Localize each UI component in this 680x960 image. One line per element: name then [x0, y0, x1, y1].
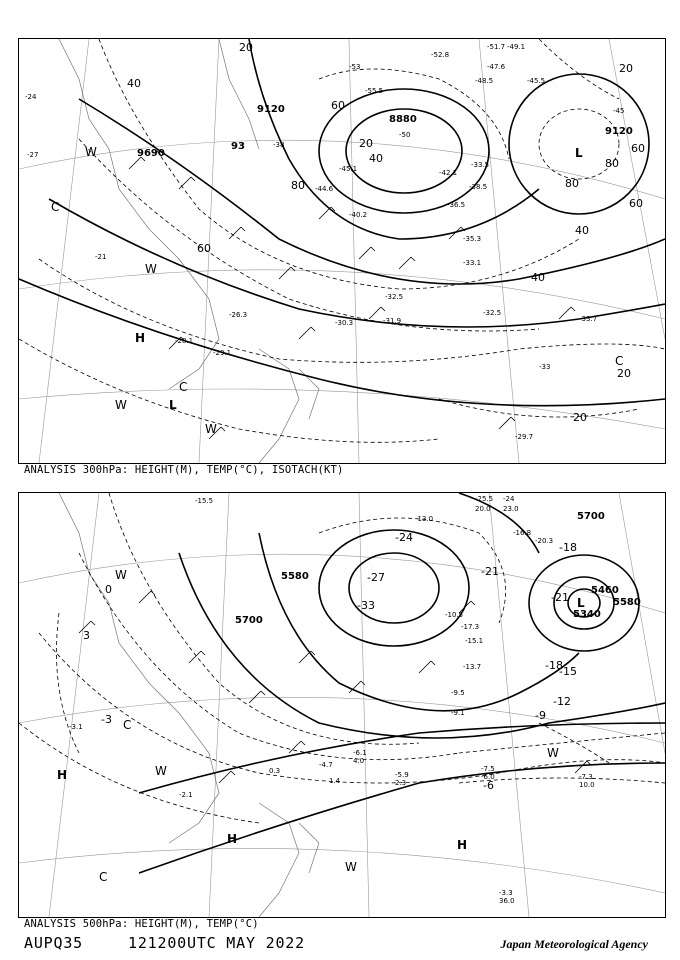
temp-label: -55.5: [365, 87, 384, 95]
temp-label: -2.1: [179, 791, 193, 799]
temp-label: -45: [613, 107, 625, 115]
height-label: 9690: [137, 148, 165, 159]
height-label: 5700: [577, 511, 605, 522]
isotach-label: 40: [369, 152, 383, 165]
isotach-label: 40: [531, 271, 545, 284]
isotach-label: 20: [359, 137, 373, 150]
warm-center-marker: W: [547, 746, 559, 760]
temp-label: -38.5: [469, 183, 488, 191]
cold-center-marker: C: [123, 718, 132, 732]
temp-label: -29.1: [213, 349, 232, 357]
high-center-marker: H: [457, 838, 468, 852]
temp-label: -45.1: [339, 165, 358, 173]
isotherm-label: -21: [551, 591, 569, 604]
temp-label: -50: [399, 131, 411, 139]
temp-label: -44.6: [315, 185, 334, 193]
temp-label: -38: [273, 141, 285, 149]
warm-center-marker: W: [115, 398, 127, 412]
temp-label: -17.3: [461, 623, 480, 631]
valid-time: 121200UTC MAY 2022: [128, 934, 305, 952]
isotach-label: 80: [605, 157, 619, 170]
temp-label: 10.0: [579, 781, 595, 789]
cold-center-marker: C: [51, 200, 60, 214]
temp-label: -16.8: [513, 529, 532, 537]
isotherm-label: 0: [105, 583, 112, 596]
temp-label: -3.3: [499, 889, 513, 897]
temp-label: 2.3: [395, 779, 407, 787]
isotach-label: 40: [127, 77, 141, 90]
agency-name: Japan Meteorological Agency: [500, 937, 648, 951]
isotach-label: 20: [617, 367, 631, 380]
isotherm-label: -12: [553, 695, 571, 708]
height-labels: [137, 104, 633, 159]
height-label: 9120: [257, 104, 285, 115]
height-label: 5340: [573, 609, 601, 620]
temp-label: -29.7: [515, 433, 534, 441]
temp-label: -33: [539, 363, 551, 371]
temp-label: -47.6: [487, 63, 506, 71]
high-center-marker: H: [57, 768, 68, 782]
isotherm-label: -21: [481, 565, 499, 578]
temp-label: -24: [25, 93, 37, 101]
temp-label: -48.5: [475, 77, 494, 85]
temp-label: -49.1: [507, 43, 526, 51]
temp-label: -31.9: [383, 317, 402, 325]
height-label: 93: [231, 141, 245, 152]
panel-caption-300hpa: ANALYSIS 300hPa: HEIGHT(M), TEMP(°C), ISOTACH(KT): [24, 464, 344, 476]
panel-caption-500hpa: ANALYSIS 500hPa: HEIGHT(M), TEMP(°C): [24, 918, 259, 930]
temp-label: -32.5: [385, 293, 404, 301]
product-id: AUPQ35: [24, 934, 83, 952]
isotach-label: 60: [331, 99, 345, 112]
temp-label: -40.2: [349, 211, 368, 219]
temp-label: -32.5: [483, 309, 502, 317]
warm-center-marker: W: [85, 145, 97, 159]
warm-center-marker: W: [205, 422, 217, 436]
coastline: [59, 39, 319, 463]
isotach-labels: [127, 41, 645, 424]
height-label: 5700: [235, 615, 263, 626]
height-label: 8880: [389, 114, 417, 125]
isotach-label: 20: [239, 41, 253, 54]
temp-label: -6.0: [481, 773, 495, 781]
temp-label: -27: [27, 151, 39, 159]
temp-label: -30.3: [335, 319, 354, 327]
isotach-label: 60: [631, 142, 645, 155]
map-500hpa-svg: [19, 493, 665, 917]
isotach-label: 60: [629, 197, 643, 210]
isotach-label: 20: [573, 411, 587, 424]
high-center-marker: H: [135, 331, 146, 345]
temp-label: -28.1: [175, 337, 194, 345]
height-contours: [19, 39, 665, 406]
temp-label: 0.3: [269, 767, 281, 775]
temp-label: -52.8: [431, 51, 450, 59]
temp-label: -20.3: [535, 537, 554, 545]
temp-label: -7.3: [579, 773, 593, 781]
warm-center-marker: W: [115, 568, 127, 582]
isotherm-label: -33: [357, 599, 375, 612]
low-center-marker: L: [577, 596, 585, 610]
temp-label: -35.3: [463, 235, 482, 243]
isotherm-label: -18: [545, 659, 563, 672]
temp-label: -51.7: [487, 43, 506, 51]
height-label: 5460: [591, 585, 619, 596]
isotach-label: 40: [575, 224, 589, 237]
temp-label: 36.0: [499, 897, 515, 905]
temp-label: -15.5: [195, 497, 214, 505]
temp-label: -13.0: [415, 515, 434, 523]
wind-barbs: [79, 591, 591, 783]
temp-label: -42.1: [439, 169, 458, 177]
temp-label: -13.7: [463, 663, 482, 671]
cold-center-marker: C: [615, 354, 624, 368]
temp-label: -45.5: [527, 77, 546, 85]
temp-label: 1.4: [329, 777, 341, 785]
temperature-plots: [25, 43, 624, 441]
coastline: [59, 493, 319, 917]
temp-label: 23.0: [503, 505, 519, 513]
temp-label: -9.1: [451, 709, 465, 717]
temp-label: -53: [349, 63, 361, 71]
cold-center-marker: C: [99, 870, 108, 884]
height-contours: [139, 493, 665, 873]
isotherm-label: 3: [83, 629, 90, 642]
warm-center-marker: W: [145, 262, 157, 276]
temp-label: -15.1: [465, 637, 484, 645]
temp-label: -9.5: [451, 689, 465, 697]
temp-label: -36.5: [447, 201, 466, 209]
isotherm-label: -6: [483, 779, 494, 792]
warm-center-marker: W: [155, 764, 167, 778]
isotherm-label: -27: [367, 571, 385, 584]
isotach-label: 80: [565, 177, 579, 190]
temp-label: -25.5: [475, 495, 494, 503]
warm-center-marker: W: [345, 860, 357, 874]
map-panel-300hpa: [18, 38, 666, 464]
temp-label: -24: [503, 495, 515, 503]
cold-center-marker: C: [179, 380, 188, 394]
pressure-centers: [57, 568, 585, 884]
isotherm-label: -9: [535, 709, 546, 722]
isotach-label: 60: [197, 242, 211, 255]
temp-label: -10.5: [445, 611, 464, 619]
isotherm-label: -24: [395, 531, 413, 544]
temp-label: -3.1: [69, 723, 83, 731]
temp-label: -5.9: [395, 771, 409, 779]
temp-label: 20.0: [475, 505, 491, 513]
map-panel-500hpa: [18, 492, 666, 918]
temp-label: -33.7: [579, 315, 598, 323]
temp-label: -4.7: [319, 761, 333, 769]
temp-label: -33.1: [463, 259, 482, 267]
height-label: 5580: [613, 597, 641, 608]
low-center-marker: L: [169, 398, 177, 412]
isotach-label: 80: [291, 179, 305, 192]
isotherm-labels: [83, 531, 577, 792]
high-center-marker: H: [227, 832, 238, 846]
isotach-label: 20: [619, 62, 633, 75]
height-label: 5580: [281, 571, 309, 582]
map-300hpa-svg: [19, 39, 665, 463]
isotherm-label: -3: [101, 713, 112, 726]
temp-label: 4.0: [353, 757, 365, 765]
isotherm-label: -18: [559, 541, 577, 554]
temp-label: -26.3: [229, 311, 248, 319]
temp-label: -7.5: [481, 765, 495, 773]
height-label: 9120: [605, 126, 633, 137]
temp-label: -6.1: [353, 749, 367, 757]
low-center-marker: L: [575, 146, 583, 160]
temp-label: -33.5: [471, 161, 490, 169]
temp-label: -21: [95, 253, 107, 261]
isotherm-label: -15: [559, 665, 577, 678]
